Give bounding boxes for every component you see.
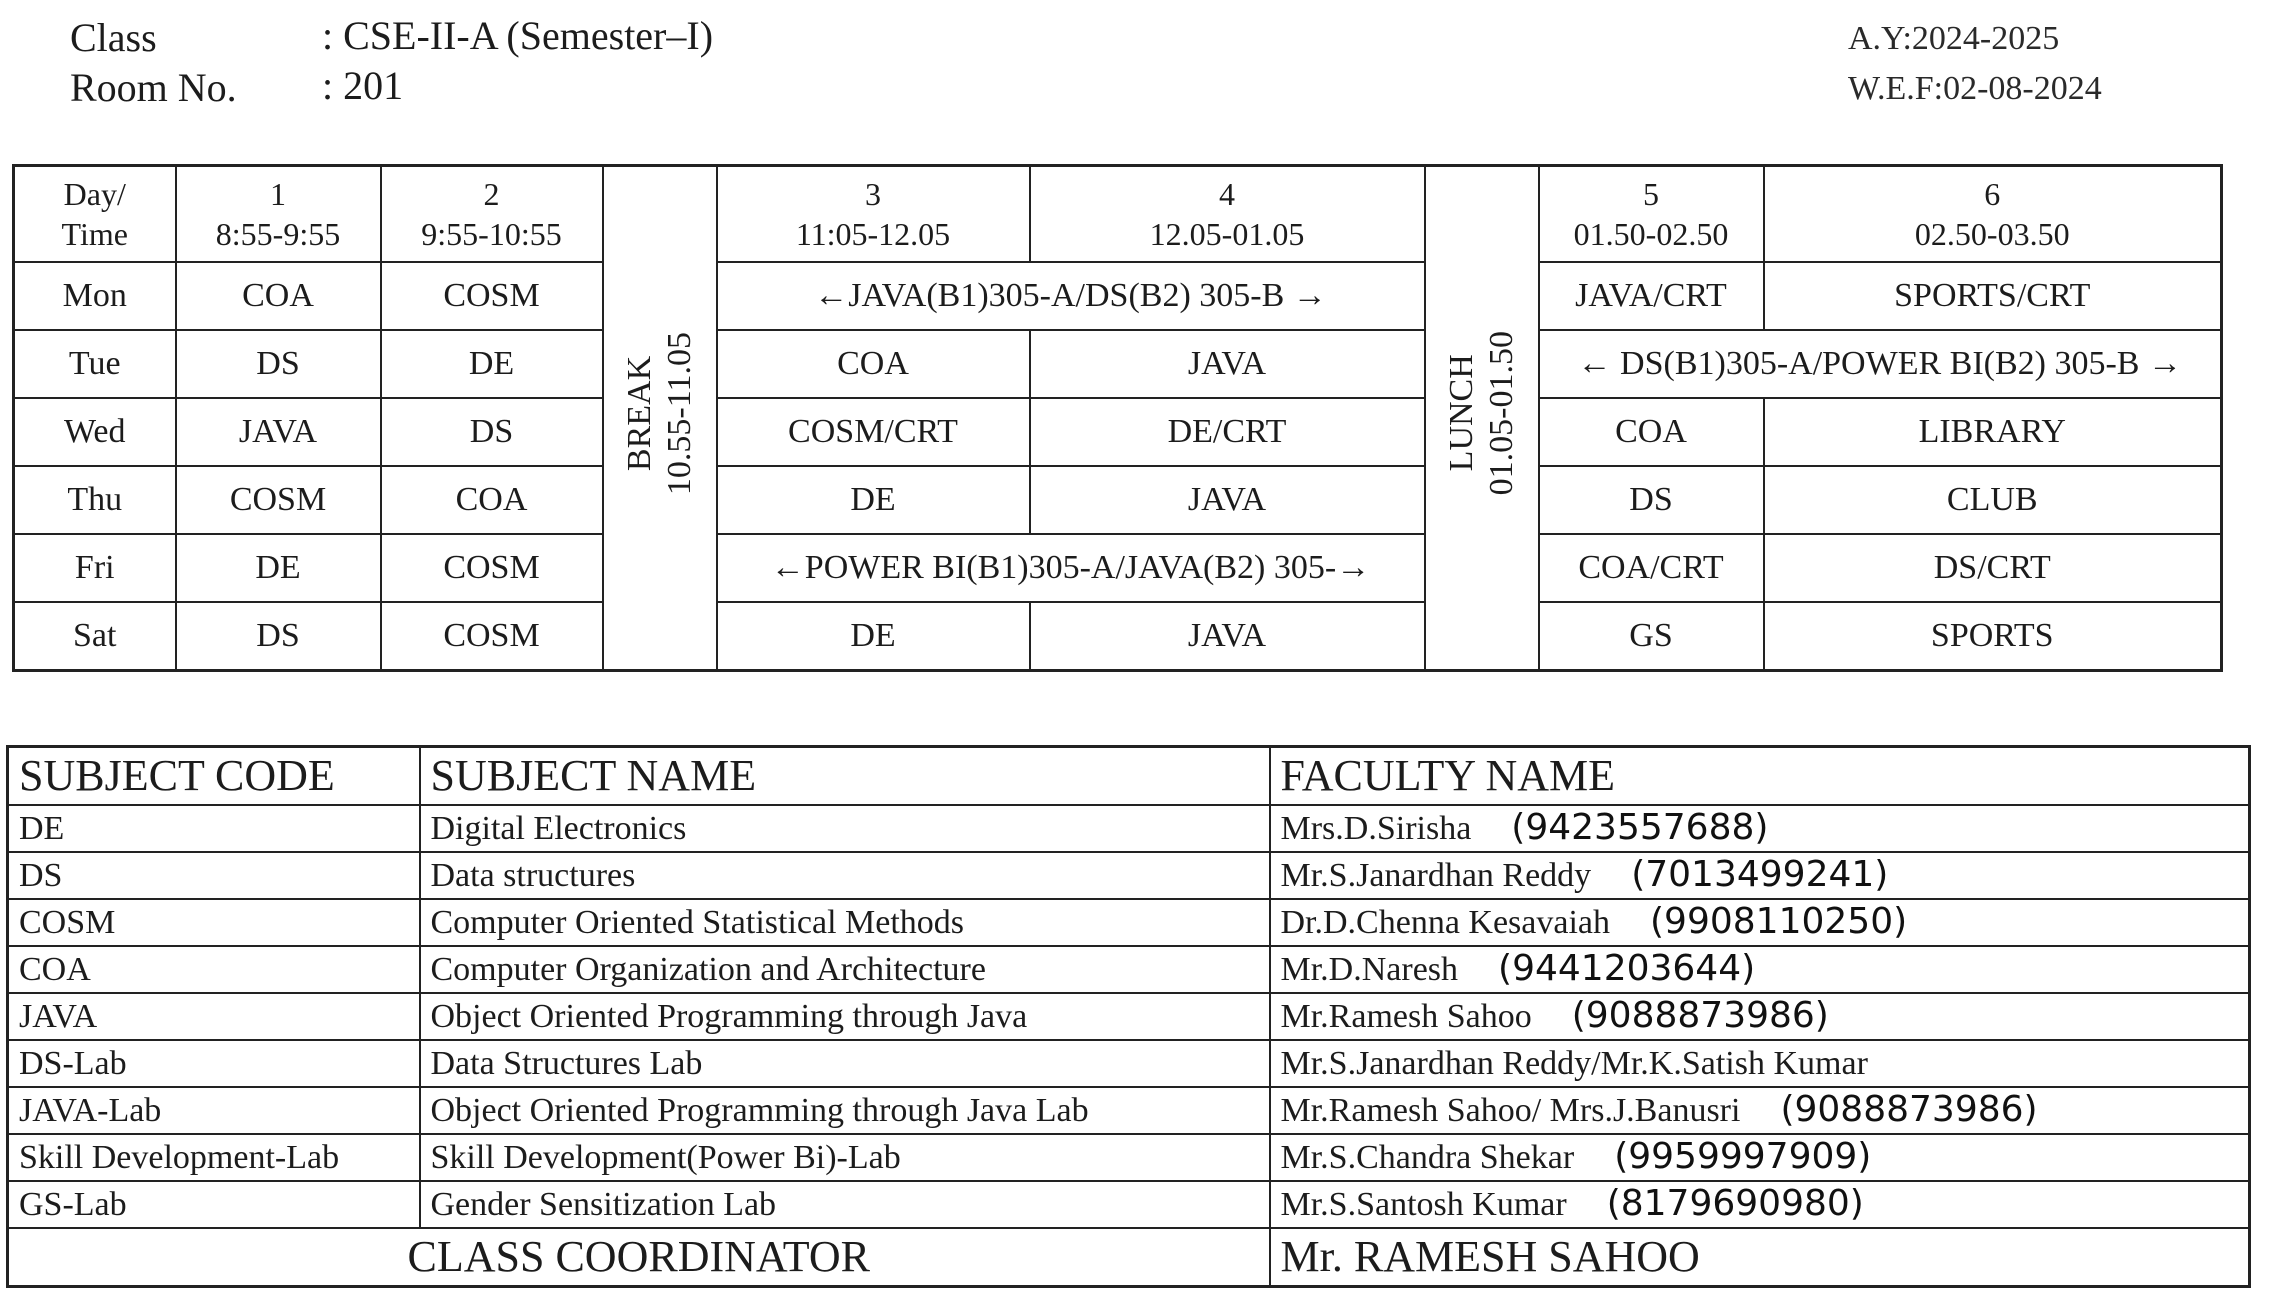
period-num: 3: [865, 176, 881, 212]
slot-cell: COA: [717, 330, 1030, 398]
faculty-cell: [1270, 1087, 2250, 1134]
lunch-label: LUNCH: [1442, 354, 1480, 473]
slot-cell: DE: [717, 466, 1030, 534]
timetable-header-row: [14, 166, 2222, 263]
faculty-phone: (9088873986): [1571, 995, 1829, 1036]
slot-cell: DE: [176, 534, 381, 602]
slot-cell: COSM: [381, 602, 603, 671]
faculty-name: Mr.S.Janardhan Reddy/Mr.K.Satish Kumar: [1280, 1045, 1868, 1082]
subject-row: [8, 1134, 2250, 1181]
period-5-header: [1539, 166, 1764, 263]
slot-cell: DS: [176, 602, 381, 671]
faculty-name: Mr.S.Santosh Kumar: [1280, 1186, 1567, 1223]
day-cell: Mon: [14, 262, 176, 330]
slot-cell: JAVA: [1030, 466, 1425, 534]
subject-name: Skill Development(Power Bi)-Lab: [420, 1134, 1270, 1181]
period-time: 02.50-03.50: [1914, 216, 2070, 252]
period-num: 4: [1219, 176, 1235, 212]
subject-code: DE: [8, 805, 420, 852]
period-time: 01.50-02.50: [1573, 216, 1729, 252]
subject-row: [8, 852, 2250, 899]
faculty-cell: [1270, 899, 2250, 946]
faculty-cell: [1270, 993, 2250, 1040]
slot-cell: SPORTS/CRT: [1764, 262, 2222, 330]
slot-cell: DS: [176, 330, 381, 398]
day-cell: Thu: [14, 466, 176, 534]
subject-code: COSM: [8, 899, 420, 946]
slot-cell: JAVA: [1030, 330, 1425, 398]
subject-code-header: SUBJECT CODE: [8, 747, 420, 806]
lab-slot-cell: ←JAVA(B1)305-A/DS(B2) 305-B →: [717, 262, 1425, 330]
lab-slot-cell: ←POWER BI(B1)305-A/JAVA(B2) 305-→: [717, 534, 1425, 602]
subject-name: Object Oriented Programming through Java: [420, 993, 1270, 1040]
faculty-name: Mrs.D.Sirisha: [1280, 810, 1472, 847]
slot-cell: JAVA: [1030, 602, 1425, 671]
period-time: 12.05-01.05: [1149, 216, 1305, 252]
faculty-cell: [1270, 805, 2250, 852]
period-num: 1: [270, 176, 286, 212]
day-cell: Wed: [14, 398, 176, 466]
faculty-name-header: FACULTY NAME: [1270, 747, 2250, 806]
timetable-grid: [12, 164, 2223, 672]
class-value: : CSE-II-A (Semester–I): [322, 13, 714, 58]
subject-name: Data structures: [420, 852, 1270, 899]
period-num: 2: [483, 176, 500, 212]
subject-name: Gender Sensitization Lab: [420, 1181, 1270, 1228]
slot-cell: COA: [381, 466, 603, 534]
lunch-time: 01.05-01.50: [1482, 331, 1520, 496]
slot-cell: DE/CRT: [1030, 398, 1425, 466]
class-label: Class: [70, 15, 157, 60]
period-num: 5: [1643, 176, 1659, 212]
faculty-name: Dr.D.Chenna Kesavaiah: [1280, 904, 1611, 941]
row-tue: [14, 330, 2222, 398]
subject-table-header: [8, 747, 2250, 806]
period-6-header: [1764, 166, 2222, 263]
subject-name: Digital Electronics: [420, 805, 1270, 852]
coordinator-row: [8, 1228, 2250, 1287]
subject-row: [8, 946, 2250, 993]
subject-row: [8, 805, 2250, 852]
row-fri: [14, 534, 2222, 602]
subject-name: Data Structures Lab: [420, 1040, 1270, 1087]
faculty-cell: [1270, 1181, 2250, 1228]
subject-code: Skill Development-Lab: [8, 1134, 420, 1181]
faculty-phone: (9908110250): [1650, 901, 1908, 942]
row-mon: [14, 262, 2222, 330]
slot-cell: DS: [1539, 466, 1764, 534]
academic-year: A.Y:2024-2025: [1848, 20, 2060, 57]
slot-cell: COSM: [176, 466, 381, 534]
period-time: 11:05-12.05: [795, 216, 951, 252]
break-text: [620, 332, 700, 495]
day-cell: Fri: [14, 534, 176, 602]
period-4-header: [1030, 166, 1425, 263]
slot-cell: COA: [1539, 398, 1764, 466]
faculty-name: Mr.Ramesh Sahoo/ Mrs.J.Banusri: [1280, 1092, 1741, 1129]
break-time: 10.55-11.05: [660, 331, 698, 496]
faculty-cell: [1270, 1134, 2250, 1181]
subject-code: GS-Lab: [8, 1181, 420, 1228]
faculty-cell: [1270, 946, 2250, 993]
lab-slot-cell: ← DS(B1)305-A/POWER BI(B2) 305-B →: [1539, 330, 2222, 398]
slot-cell: COSM/CRT: [717, 398, 1030, 466]
row-thu: [14, 466, 2222, 534]
subject-row: [8, 899, 2250, 946]
wef-date: W.E.F:02-08-2024: [1848, 70, 2102, 107]
slot-cell: COSM: [381, 534, 603, 602]
slot-cell: COSM: [381, 262, 603, 330]
faculty-phone: (7013499241): [1631, 854, 1889, 895]
faculty-phone: (9441203644): [1498, 948, 1756, 989]
row-sat: [14, 602, 2222, 671]
slot-cell: DS: [381, 398, 603, 466]
row-wed: [14, 398, 2222, 466]
subject-name: Computer Organization and Architecture: [420, 946, 1270, 993]
period-time: 8:55-9:55: [215, 216, 341, 252]
faculty-phone: (9959997909): [1614, 1136, 1872, 1177]
period-num: 6: [1984, 176, 2001, 212]
faculty-phone: (9423557688): [1511, 807, 1769, 848]
slot-cell: LIBRARY: [1764, 398, 2222, 466]
faculty-name: Mr.Ramesh Sahoo: [1280, 998, 1532, 1035]
subject-name-header: SUBJECT NAME: [420, 747, 1270, 806]
period-2-header: [381, 166, 603, 263]
slot-cell: JAVA/CRT: [1539, 262, 1764, 330]
faculty-cell: [1270, 1040, 2250, 1087]
subject-code: JAVA: [8, 993, 420, 1040]
subject-name: Object Oriented Programming through Java Lab: [420, 1087, 1270, 1134]
subject-row: [8, 1181, 2250, 1228]
slot-cell: DS/CRT: [1764, 534, 2222, 602]
period-time: 9:55-10:55: [421, 216, 562, 252]
slot-cell: CLUB: [1764, 466, 2222, 534]
slot-cell: GS: [1539, 602, 1764, 671]
period-3-header: [717, 166, 1030, 263]
slot-cell: SPORTS: [1764, 602, 2222, 671]
lunch-column: [1425, 166, 1539, 671]
faculty-cell: [1270, 852, 2250, 899]
period-1-header: [176, 166, 381, 263]
slot-cell: COA/CRT: [1539, 534, 1764, 602]
subject-faculty-table: [6, 745, 2251, 1288]
day-time-header: [14, 166, 176, 263]
slot-cell: DE: [717, 602, 1030, 671]
subject-code: DS-Lab: [8, 1040, 420, 1087]
day-cell: Sat: [14, 602, 176, 671]
corner-label-line: Day/: [63, 176, 126, 212]
faculty-phone: (9088873986): [1780, 1089, 2038, 1130]
coordinator-name: Mr. RAMESH SAHOO: [1270, 1228, 2250, 1287]
coordinator-label: CLASS COORDINATOR: [8, 1228, 1270, 1287]
slot-cell: COA: [176, 262, 381, 330]
subject-row: [8, 993, 2250, 1040]
faculty-name: Mr.D.Naresh: [1280, 951, 1459, 988]
subject-row: [8, 1040, 2250, 1087]
break-column: [603, 166, 717, 671]
room-label: Room No.: [70, 65, 237, 110]
break-label: BREAK: [620, 355, 658, 472]
lunch-text: [1442, 331, 1522, 495]
room-value: : 201: [322, 63, 404, 108]
faculty-name: Mr.S.Chandra Shekar: [1280, 1139, 1575, 1176]
corner-label-line: Time: [61, 216, 128, 252]
subject-code: COA: [8, 946, 420, 993]
day-cell: Tue: [14, 330, 176, 398]
faculty-name: Mr.S.Janardhan Reddy: [1280, 857, 1592, 894]
slot-cell: DE: [381, 330, 603, 398]
subject-code: JAVA-Lab: [8, 1087, 420, 1134]
subject-name: Computer Oriented Statistical Methods: [420, 899, 1270, 946]
subject-row: [8, 1087, 2250, 1134]
slot-cell: JAVA: [176, 398, 381, 466]
subject-code: DS: [8, 852, 420, 899]
faculty-phone: (8179690980): [1606, 1183, 1864, 1224]
